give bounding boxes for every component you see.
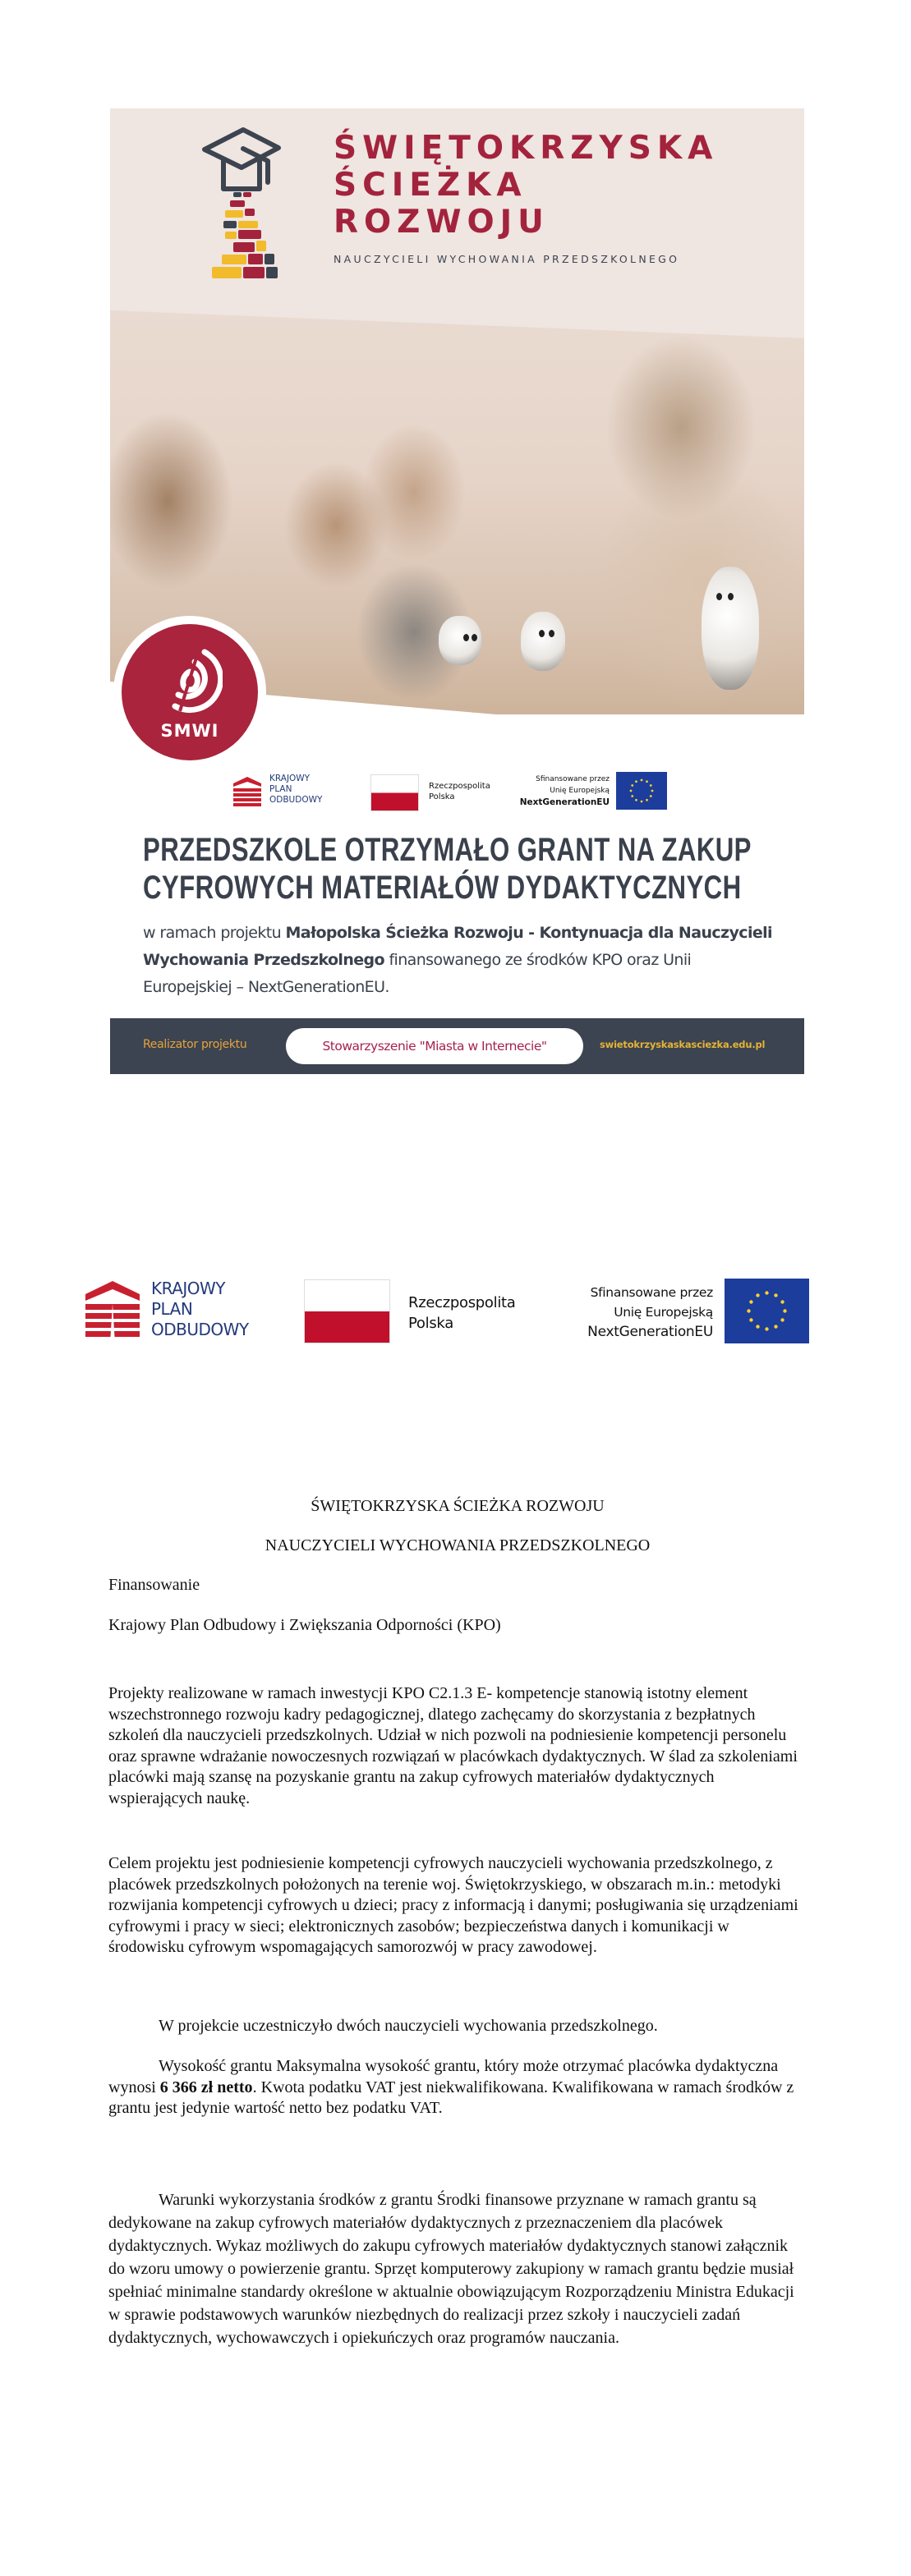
eu-star-icon (780, 1300, 784, 1303)
kpo-line: KRAJOWY (269, 774, 311, 783)
eu-flag-icon (616, 772, 667, 810)
eu-star-icon (650, 784, 652, 787)
eu-star-icon (646, 799, 648, 801)
paragraph-projects: Projekty realizowane w ramach inwestycji KPO C2.1.3 E- kompetencje stanowią istotny element wszechstronnego rozwoju kadry pedagogicznej, dlatego zachęcamy do skorzystania z bezpłatnych szkoleń dla nauczycieli przedszkolnych. Udział w nich pozwoli na podniesienie kompetencji personelu oraz sprawne wdrażanie nowoczesnych rozwiązań w placówkach dydaktycznych. W ślad za szkoleniami placówki mają szansę na pozyskanie grantu na zakup cyfrowych materiałów dydaktycznych wspierających naukę. (108, 1684, 798, 1807)
subhead-suffix: finansowanego ze środków KPO oraz Unii Europejskiej – NextGenerationEU. (143, 951, 692, 996)
poland-flag-icon (304, 1279, 390, 1343)
paragraph-participants: W projekcie uczestniczyło dwóch nauczycieli wychowania przedszkolnego. (159, 2017, 658, 2035)
poster-subheadline (143, 920, 784, 1001)
realizator-name-pill: Stowarzyszenie "Miasta w Internecie" (286, 1028, 583, 1064)
eu-line: Unię Europejską (614, 1305, 713, 1320)
eu-star-icon (630, 790, 633, 792)
eu-line: NextGenerationEU (587, 1324, 713, 1340)
eu-star-icon (635, 780, 637, 783)
eu-star-icon (783, 1309, 786, 1312)
eu-star-icon (650, 795, 652, 797)
kpo-line: ODBUDOWY (151, 1320, 249, 1339)
eu-line: Sfinansowane przez (536, 775, 610, 783)
realizator-label: Realizator projektu (143, 1038, 247, 1051)
document-subtitle: NAUCZYCIELI WYCHOWANIA PRZEDSZKOLNEGO (265, 1536, 651, 1554)
eu-star-icon (646, 780, 648, 783)
paragraph-conditions: Warunki wykorzystania środków z grantu Środki finansowe przyznane w ramach grantu są dedykowane na zakup cyfrowych materiałów dydaktycznych z przeznaczeniem dla placówek dydaktycznych. Wykaz możliwych do zakupu cyfrowych materiałów dydaktycznych stanowi załącznik do wzoru umowy o powierzenie grantu. Sprzęt komputerowy zakupiony w ramach grantu będzie musiał spełniać minimalne standardy określone w aktualnie obowiązującym Rozporządzeniu Ministra Edukacji w sprawie podstawowych warunków niezbędnych do realizacji przez szkoły i nauczycieli zadań dydaktycznych, wychowawczych i opiekuńczych oraz programów nauczania. (108, 2191, 794, 2347)
grant-text-before: Wysokość grantu Maksymalna wysokość grantu, który może otrzymać placówka dydaktyczna wynosi (108, 2057, 779, 2096)
smwi-at-sign-icon (157, 642, 223, 716)
poland-line: Polska (408, 1315, 453, 1332)
eu-star-icon (756, 1325, 759, 1328)
paragraph-goal: Celem projektu jest podniesienie kompetencji cyfrowych nauczycieli wychowania przedszkolnego, z placówek przedszkolnych położonych na terenie woj. Świętokrzyskiego, w obszarach m.in.: metodyki rozwijania kompetencji cyfrowych u dzieci; pracy z informacją i danymi; posługiwania się urządzeniami cyfrowymi i pracy w sieci; elektronicznych zasobów; bezpieczeństwa danych i komunikacji w środowisku cyfrowym wspomagających samorozwój w pracy zawodowej. (108, 1854, 798, 1956)
poster-headline (143, 831, 752, 907)
kpo-line: ODBUDOWY (269, 795, 323, 805)
paragraph-grant (108, 2056, 807, 2119)
website-url: swietokrzyskaskasciezka.edu.pl (600, 1039, 766, 1050)
eu-star-icon (747, 1309, 750, 1312)
eu-star-icon (631, 784, 633, 787)
project-poster (110, 108, 804, 1074)
poster-footer-bar (110, 1018, 804, 1074)
robot-toy-icon (702, 567, 759, 690)
brand-title-line: ŚCIEŻKA (334, 167, 527, 204)
eu-star-icon (765, 1327, 768, 1330)
eu-star-icon (756, 1293, 759, 1297)
robot-toy-icon (439, 616, 481, 665)
graduation-cap-path-logo-icon (200, 125, 291, 281)
eu-line: NextGenerationEU (519, 797, 610, 807)
subhead-prefix: w ramach projektu (143, 924, 286, 942)
robot-toy-icon (521, 612, 565, 671)
poland-line: Rzeczpospolita (408, 1294, 516, 1311)
headline-line: PRZEDSZKOLE OTRZYMAŁO GRANT NA ZAKUP (143, 832, 752, 868)
poland-line: Rzeczpospolita (429, 782, 490, 791)
eu-star-icon (749, 1318, 752, 1321)
document-title: ŚWIĘTOKRZYSKA ŚCIEŻKA ROZWOJU (311, 1497, 605, 1515)
eu-star-icon (774, 1293, 777, 1297)
grant-text-after: . Kwota podatku VAT jest niekwalifikowana. Kwalifikowana w ramach środków z grantu jest jedynie wartość netto bez podatku VAT. (108, 2078, 794, 2117)
funding-logos-row (85, 1279, 817, 1344)
poland-line: Polska (429, 792, 455, 801)
eu-star-icon (765, 1291, 768, 1294)
eu-flag-icon (725, 1279, 809, 1343)
eu-star-icon (631, 795, 633, 797)
eu-line: Unię Europejską (550, 787, 610, 795)
brand-subtitle: NAUCZYCIELI WYCHOWANIA PRZEDSZKOLNEGO (334, 253, 680, 265)
funding-source: Krajowy Plan Odbudowy i Zwiększania Odporności (KPO) (108, 1616, 501, 1634)
brand-title (334, 130, 718, 241)
poland-flag-icon (370, 774, 419, 811)
subhead-project-name: Małopolska Ścieżka Rozwoju - Kontynuacja dla Nauczycieli Wychowania Przedszkolnego (143, 924, 772, 969)
brand-title-line: ROZWOJU (334, 204, 550, 241)
eu-star-icon (651, 790, 654, 792)
kpo-line: PLAN (269, 784, 292, 794)
eu-line: Sfinansowane przez (590, 1285, 713, 1300)
headline-line: CYFROWYCH MATERIAŁÓW DYDAKTYCZNYCH (143, 870, 742, 906)
eu-star-icon (635, 799, 637, 801)
kpo-building-icon (85, 1281, 140, 1343)
eu-star-icon (749, 1300, 752, 1303)
smwi-badge (113, 616, 266, 769)
kpo-building-icon (233, 777, 261, 810)
section-label-funding: Finansowanie (108, 1576, 200, 1594)
eu-star-icon (641, 779, 643, 782)
eu-logo-text (534, 1283, 713, 1342)
eu-star-icon (780, 1318, 784, 1321)
eu-logo-text (496, 774, 610, 808)
eu-star-icon (774, 1325, 777, 1328)
poland-logo-text (408, 1293, 516, 1334)
kpo-line: PLAN (151, 1299, 193, 1319)
smwi-label: SMWI (160, 721, 219, 741)
brand-title-line: ŚWIĘTOKRZYSKA (334, 130, 719, 167)
poland-logo-text (429, 781, 490, 802)
grant-amount: 6 366 zł netto (159, 2078, 253, 2096)
eu-star-icon (641, 801, 643, 803)
kpo-logo-text (151, 1279, 249, 1340)
kpo-logo-text (269, 774, 322, 806)
kpo-line: KRAJOWY (151, 1279, 226, 1298)
poster-funding-logos (233, 770, 693, 813)
